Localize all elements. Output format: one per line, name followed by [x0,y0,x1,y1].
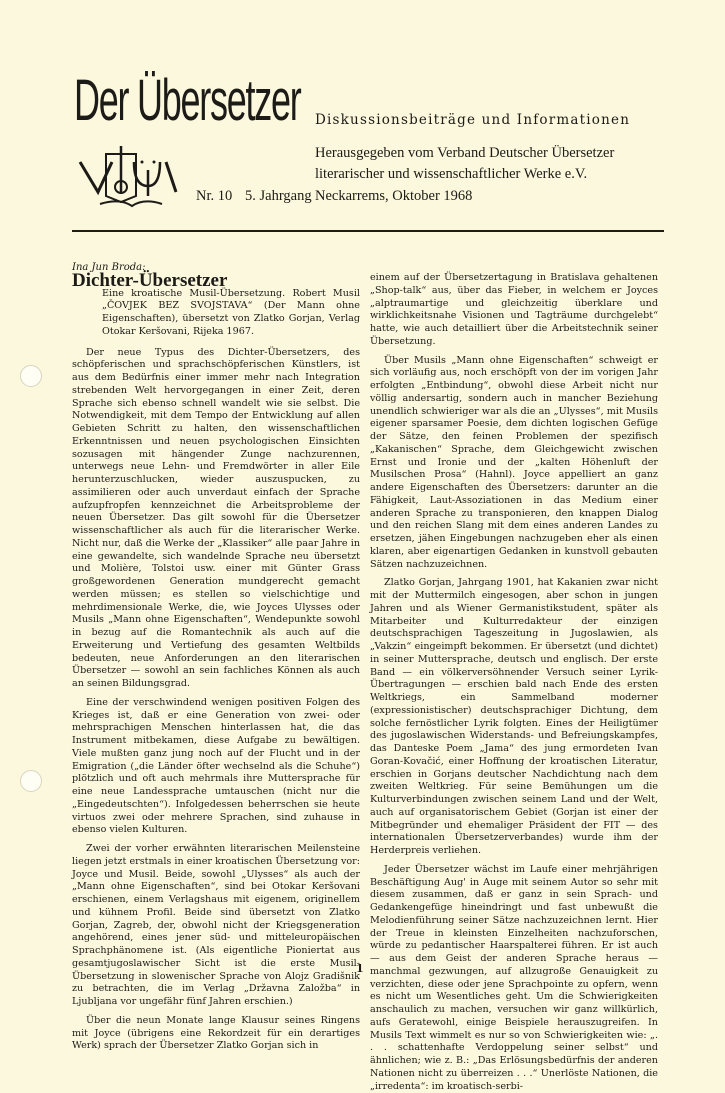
right-column [370,272,658,1093]
punch-hole [20,365,42,387]
issue-number: Nr. 10 [196,188,233,204]
place-date: Neckarrems, Oktober 1968 [315,188,473,204]
publisher-info [315,143,614,185]
publisher-line: Herausgegeben vom Verband Deutscher Übersetzer [315,145,615,161]
article-title: Dichter-Übersetzer [72,269,228,291]
left-column [72,262,360,1053]
article-author: Ina Jun Broda: [72,262,146,273]
paragraph: Der neue Typus des Dichter-Übersetzers, des schöpferischen und sprachschöpferischen Künstlers, ist aus dem Bedürfnis einer immer mehr nach Integration strebenden Welt hervorgegangen in einer Zeit, deren Sprache sich ebenso schnell wandelt wie sie selbst. Die Notwendigkeit, mit dem Tempo der Entwicklung auf allen Gebieten Schritt zu halten, den wissenschaftlichen Erkenntnissen und neuen psychologischen Einsichten sozusagen mit hängender Zunge nachzurennen, unterwegs neue Lehn- und Fremdwörter in aller Eile herunterzuschlucken, wieder auszuspucken, zu assimilieren oder auch unverdaut einfach der Sprache aufzupfropfen kennzeichnet die Arbeitsprobleme der neuen Übersetzer. Das gilt sowohl für die Übersetzer wissenschaftlicher als auch für die literarischer Werke. Nicht nur, daß die Werke der „Klassiker“ alle paar Jahre in eine gewandelte, sich wandelnde Sprache neu übersetzt und Molière, Tolstoi usw. einer mit Günter Grass großgewordenen Generation mundgerecht gemacht werden müssen; es stellen so vielschichtige und mehrdimensionale Werke, die, wie Joyces Ulysses oder Musils „Mann ohne Eigenschaften“, Wendepunkte sowohl in bezug auf die Romantechnik als auch auf die Erweiterung und Vertiefung des gesamten Weltbilds bedeuten, neue Anforderungen an den literarischen Übersetzer — sowohl an sein fachliches Können als auch an seinen Bildungsgrad. [72,346,360,689]
article-lead: Eine kroatische Musil-Übersetzung. Robert Musil „ČOVJEK BEZ SVOJSTAVA“ (Der Mann ohne Eigenschaften), übersetzt von Zlatko Gorjan, Verlag Otokar Keršovani, Rijeka 1967. [102,287,360,337]
paragraph: Über die neun Monate lange Klausur seines Ringens mit Joyce (übrigens eine Rekordzeit für ein derartiges Werk) sprach der Übersetzer Zlatko Gorjan sich in [72,1014,360,1052]
paragraph: Über Musils „Mann ohne Eigenschaften“ schweigt er sich vorläufig aus, noch erschöpft von der im vorigen Jahr erfolgten „Entbindung“, obwohl diese Arbeit nicht nur völlig andersartig, sondern auch in mancher Beziehung unendlich schwieriger war als die an „Ulysses“, mit Musils eigener sparsamer Poesie, dem dichten logischen Gefüge der Sätze, den feinen Problemen der spezifisch „Kakanischen“ Sprache, dem Gleichgewicht zwischen Ernst und Ironie und der „kalten Höhenluft der Musilschen Prosa“ (Hahnl). Joyce appelliert an ganz andere Eigenschaften des Übersetzers: darunter an die Fähigkeit, Laut-Assoziationen in das Medium einer anderen Sprache zu transponieren, den knappen Dialog und den reichen Slang mit dem eines anderen Landes zu ersetzen, jähen Eingebungen nachzugeben eher als einen klaren, aber eigenartigen Gedanken in kunstvoll gebauten Sätzen nachzuzeichnen. [370,354,658,570]
masthead-title: Der Übersetzer [74,68,301,133]
header-rule [72,230,664,232]
page-number: 1 [356,962,364,975]
punch-hole [20,770,42,792]
volume: 5. Jahrgang [245,188,312,204]
paragraph: Jeder Übersetzer wächst im Laufe einer mehrjährigen Beschäftigung Aug' in Auge mit seinem Autor so sehr mit diesem zusammen, daß er ganz in sein Sprach- und Gedankengefüge hineindringt und fast unbewußt die Melodienführung seiner Sätze nachzuzeichnen lernt. Hier der Treue in kleinsten Einzelheiten nachzuforschen, würde zu pedantischer Haarspalterei führen. Er ist auch — aus dem Geist der anderen Sprache heraus — manchmal gezwungen, auf allzugroße Genauigkeit zu verzichten, diese oder jene Sprachpointe zu opfern, wenn es nicht um Wesentliches geht. Um die Schwierigkeiten anschaulich zu machen, versuchen wir ganz willkürlich, aufs Geratewohl, einige Beispiele herauszugreifen. In Musils Text wimmelt es nur so von Schwierigkeiten wie: „. . . schattenhafte Verdoppelung seiner selbst“ und ähnlichen; wie z. B.: „Das Erlösungsbedürfnis der anderen Nationen nicht zu überreizen . . .“ Unerlöste Nationen, die „irredenta“: im kroatisch-serbi- [370,863,658,1092]
paragraph: Zwei der vorher erwähnten literarischen Meilensteine liegen jetzt erstmals in einer kroatischen Übersetzung vor: Joyce und Musil. Beide, sowohl „Ulysses“ als auch der „Mann ohne Eigenschaften“, sind bei Otokar Keršovani erschienen, einem Verlagshaus mit eigenem, originellem und kühnem Profil. Beide sind übersetzt von Zlatko Gorjan, Zagreb, der, obwohl nicht der Kriegsgeneration angehörend, eines jener süd- und mitteleuropäischen Sprachphänomene ist. (Als eigentliche Pioniertat aus gesamtjugoslawischer Sicht ist die erste Musil-Übersetzung in slowenischer Sprache von Alojz Gradišnik zu betrachten, die im Verlag „Državna Založba“ in Ljubljana vor ungefähr fünf Jahren erschien.) [72,843,360,1007]
paragraph: Eine der verschwindend wenigen positiven Folgen des Krieges ist, daß er eine Generation von zwei- oder mehrsprachigen Menschen hinterlassen hat, die das Instrument mitbekamen, diese Aufgabe zu bewältigen. Viele mußten ganz jung noch auf der Flucht und in der Emigration („die Länder öfter wechselnd als die Schuhe“) plötzlich und oft auch mehrmals ihre Muttersprache für eine neue Landessprache umtauschen (nicht nur die „Eingedeutschten“). Infolgedessen beherrschen sie heute virtuos zwei oder mehrere Sprachen, sind zuhause in ebenso vielen Kulturen. [72,696,360,836]
paragraph: einem auf der Übersetzertagung in Bratislava gehaltenen „Shop-talk“ aus, über das Fieber, in welchem er Joyces „alptraumartige und gleichzeitig überklare und wirklichkeitsnahe Visionen und Tagträume durchgelebt“ hatte, wie auch detailliert über die Arbeitstechnik seiner Übersetzung. [370,272,658,347]
publisher-line: literarischer und wissenschaftlicher Werke e.V. [315,166,588,182]
paragraph: Zlatko Gorjan, Jahrgang 1901, hat Kakanien zwar nicht mit der Muttermilch eingesogen, aber schon in jungen Jahren und als Wiener Germanistikstudent, später als Mitarbeiter und Kulturredakteur der einzigen deutschsprachigen Tageszeitung in Jugoslawien, als „Vakzin“ eingeimpft bekommen. Er übersetzt (und dichtet) in seiner Muttersprache, deutsch und englisch. Der erste Band — ein völkerversöhnender Versuch seiner Lyrik-Übertragungen — erschien bald nach Ende des ersten Weltkriegs, ein Sammelband moderner (expressionistischer) deutschsprachiger Dichtung, dem solche fernöstlicher Lyrik folgten. Eines der Heiligtümer des jugoslawischen Widerstands- und Befreiungskampfes, das Danteske Poem „Jama“ des jung ermordeten Ivan Goran-Kovačić, einer Hoffnung der kroatischen Literatur, erschien in Gorjans deutscher Nachdichtung nach dem zweiten Weltkrieg. Für seine Bemühungen um die Kulturverbindungen zwischen seinem Land und der Welt, auch auf organisatorischem Gebiet (Gorjan ist einer der Mitbegründer und ehemaliger Präsident der FIT — des internationalen Übersetzerverbandes) wurde ihm der Herderpreis verliehen. [370,577,658,856]
masthead-subtitle: Diskussionsbeiträge und Informationen [315,112,631,128]
vdu-logo-icon [76,140,186,212]
